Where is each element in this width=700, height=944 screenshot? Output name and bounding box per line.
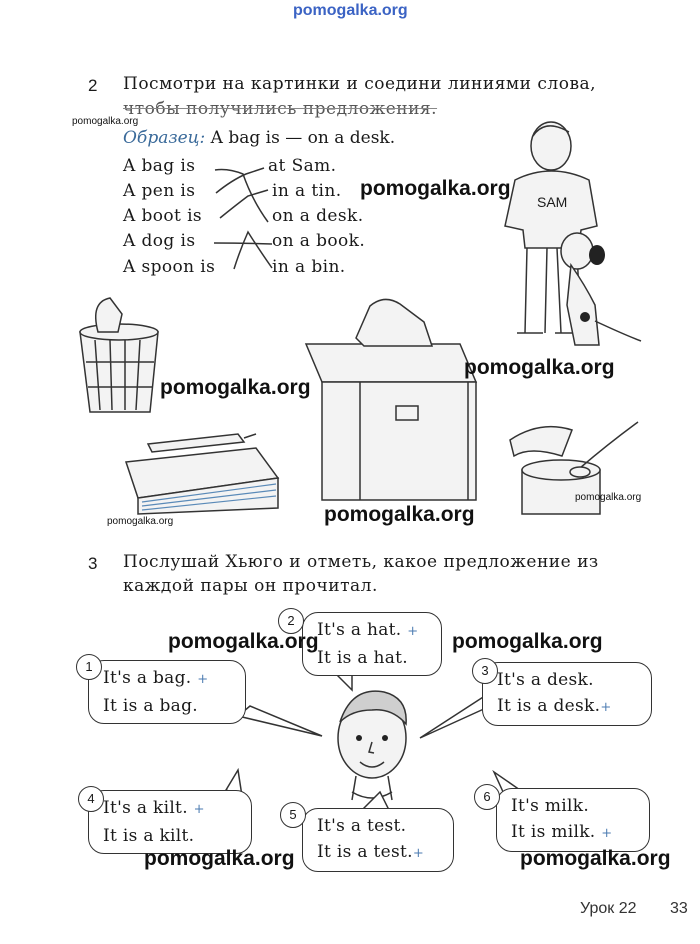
shirt-text: SAM [537,194,568,210]
bubble-2-option-b[interactable]: It is a hat. [317,648,408,668]
speech-bubble-2 [302,612,442,676]
bubble-6-number: 6 [474,784,500,810]
bubble-2-number: 2 [278,608,304,634]
bubble-3-option-a[interactable]: It's a desk. [497,670,594,690]
bubble-2-option-a[interactable]: It's a hat. [317,620,402,640]
exercise-3-instruction-line2: каждой пары он прочитал. [123,576,378,596]
bubble-6-option-b[interactable]: It is milk. [511,822,596,842]
bubble-4-number: 4 [78,786,104,812]
right-item-2: in a tin. [272,181,342,201]
right-item-1: at Sam. [268,156,337,176]
bubble-4-option-b[interactable]: It is a kilt. [103,826,195,846]
speech-bubble-5 [302,808,454,872]
left-item-2: A pen is [123,181,196,201]
page-number: 33 [670,900,688,917]
bubble-4-option-a[interactable]: It's a kilt. [103,798,188,818]
bubble-2-mark: + [407,624,419,639]
left-item-5: A spoon is [123,257,216,277]
sample-label: Образец: [123,128,206,148]
bubble-4-mark: + [193,802,205,817]
bubble-1-option-b[interactable]: It is a bag. [103,696,198,716]
bubble-5-mark: + [412,846,425,861]
watermark-small-3: pomogalka.org [107,516,174,527]
watermark-3: pomogalka.org [160,376,311,399]
top-watermark: pomogalka.org [293,2,408,19]
watermark-small-2: pomogalka.org [575,492,642,503]
watermark-5: pomogalka.org [168,630,319,653]
watermark-6: pomogalka.org [452,630,603,653]
watermark-2: pomogalka.org [464,356,615,379]
speech-bubble-1 [88,660,246,724]
exercise-3-instruction-line1: Послушай Хьюго и отметь, какое предложение из [123,552,599,572]
left-item-1: A bag is [123,156,196,176]
bubble-1-number: 1 [76,654,102,680]
bubble-5-number: 5 [280,802,306,828]
bubble-6-mark: + [601,826,613,841]
right-item-5: in a bin. [272,257,346,277]
speech-bubble-6 [496,788,650,852]
right-item-3: on a desk. [272,206,364,226]
left-item-3: A boot is [123,206,203,226]
bubble-1-mark: + [197,672,209,687]
watermark-8: pomogalka.org [520,847,671,870]
speech-bubble-3 [482,662,652,726]
bubble-6-option-a[interactable]: It's milk. [511,796,590,816]
bubble-1-option-a[interactable]: It's a bag. [103,668,192,688]
bubble-5-option-b[interactable]: It is a test. [317,842,413,862]
bubble-3-mark: + [600,700,612,715]
watermark-small: pomogalka.org [72,116,139,127]
bubble-3-option-b[interactable]: It is a desk. [497,696,601,716]
bubble-3-number: 3 [472,658,498,684]
left-item-4: A dog is [123,231,196,251]
lesson-label: Урок 22 [580,900,637,917]
watermark-4: pomogalka.org [324,503,475,526]
watermark-7: pomogalka.org [144,847,295,870]
speech-bubble-4 [88,790,252,854]
watermark-1: pomogalka.org [360,177,511,200]
right-item-4: on a book. [272,231,366,251]
sample-text: A bag is — on a desk. [210,128,396,148]
exercise-2-number: 2 [88,76,98,95]
exercise-2-instruction-line1: Посмотри на картинки и соедини линиями слова, [123,74,597,94]
exercise-3-number: 3 [88,554,98,573]
exercise-2-instruction-line2: чтобы получились предложения. [123,99,438,119]
bubble-5-option-a[interactable]: It's a test. [317,816,407,836]
